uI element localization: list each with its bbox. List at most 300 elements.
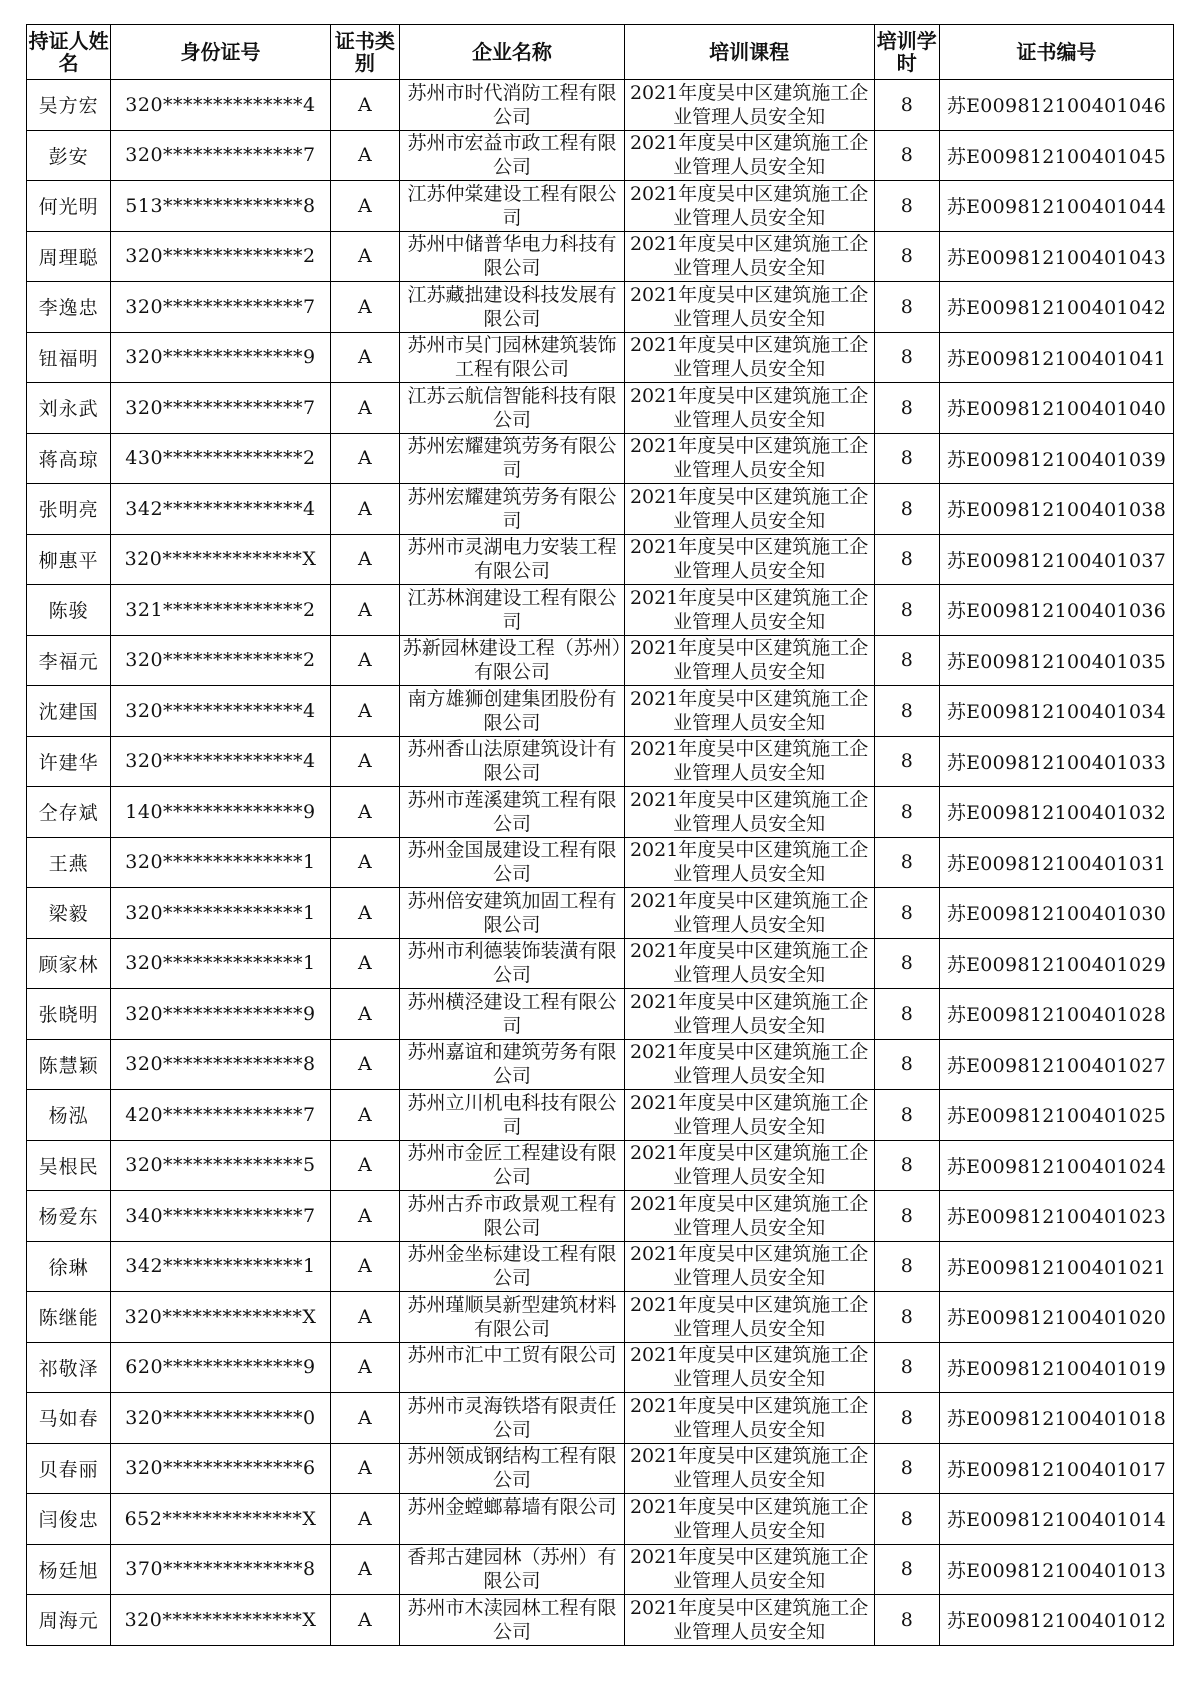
- table-row: [27, 1393, 1174, 1444]
- cell-course-text: 2021年度吴中区建筑施工企业管理人员安全知: [629, 788, 869, 835]
- cell-hours: 8: [874, 433, 939, 484]
- header-name: 持证人姓名: [27, 25, 111, 80]
- cell-company-text: 苏州古乔市政景观工程有限公司: [407, 1192, 617, 1239]
- cell-name: 何光明: [27, 181, 111, 232]
- cell-course-text: 2021年度吴中区建筑施工企业管理人员安全知: [629, 283, 869, 330]
- table-row: [27, 282, 1174, 333]
- cell-cert-no: 苏E009812100401043: [939, 231, 1173, 282]
- cell-cert-type: A: [330, 383, 400, 434]
- cell-cert-no: 苏E009812100401025: [939, 1090, 1173, 1141]
- table-row: [27, 888, 1174, 939]
- cell-name: 彭安: [27, 130, 111, 181]
- cell-course-text: 2021年度吴中区建筑施工企业管理人员安全知: [629, 1293, 869, 1340]
- cell-hours: 8: [874, 1393, 939, 1444]
- cell-hours: 8: [874, 686, 939, 737]
- cell-company-text: 苏州市宏益市政工程有限公司: [407, 132, 617, 179]
- cell-id-number: 320**************7: [111, 383, 330, 434]
- cell-course: [624, 1241, 874, 1292]
- cell-hours: 8: [874, 1342, 939, 1393]
- cell-name: 顾家林: [27, 938, 111, 989]
- cell-company-text: 苏州市木渎园林工程有限公司: [407, 1596, 617, 1643]
- cell-company: [400, 1494, 625, 1545]
- cell-course-text: 2021年度吴中区建筑施工企业管理人员安全知: [629, 485, 869, 532]
- cell-company: [400, 1191, 625, 1242]
- cell-cert-no: 苏E009812100401031: [939, 837, 1173, 888]
- table-body: [27, 80, 1174, 1646]
- cell-id-number: 320**************4: [111, 686, 330, 737]
- cell-company: [400, 534, 625, 585]
- table-row: [27, 736, 1174, 787]
- cell-company: [400, 1090, 625, 1141]
- table-row: [27, 1443, 1174, 1494]
- cell-name: 徐琳: [27, 1241, 111, 1292]
- cell-course: [624, 686, 874, 737]
- cell-id-number: 320**************1: [111, 938, 330, 989]
- cell-id-number: 620**************9: [111, 1342, 330, 1393]
- header-company: 企业名称: [400, 25, 625, 80]
- cell-cert-no: 苏E009812100401013: [939, 1544, 1173, 1595]
- cell-id-number: 513**************8: [111, 181, 330, 232]
- cell-company-text: 苏新园林建设工程（苏州）有限公司: [402, 637, 622, 684]
- cell-course-text: 2021年度吴中区建筑施工企业管理人员安全知: [629, 1596, 869, 1643]
- cell-id-number: 320**************X: [111, 534, 330, 585]
- header-id-number: 身份证号: [111, 25, 330, 80]
- cell-id-number: 342**************4: [111, 484, 330, 535]
- cell-cert-no: 苏E009812100401036: [939, 585, 1173, 636]
- cell-company-text: 江苏林润建设工程有限公司: [407, 586, 617, 633]
- cell-hours: 8: [874, 635, 939, 686]
- cell-cert-type: A: [330, 1090, 400, 1141]
- cell-id-number: 370**************8: [111, 1544, 330, 1595]
- cell-cert-no: 苏E009812100401044: [939, 181, 1173, 232]
- cell-company: [400, 635, 625, 686]
- cell-id-number: 320**************6: [111, 1443, 330, 1494]
- cell-id-number: 320**************X: [111, 1292, 330, 1343]
- cell-company: [400, 181, 625, 232]
- cell-course: [624, 1443, 874, 1494]
- cell-id-number: 320**************8: [111, 1039, 330, 1090]
- cell-cert-no: 苏E009812100401028: [939, 989, 1173, 1040]
- table-row: [27, 1090, 1174, 1141]
- cell-cert-type: A: [330, 1342, 400, 1393]
- cell-course: [624, 383, 874, 434]
- cell-cert-type: A: [330, 181, 400, 232]
- cell-company: [400, 1039, 625, 1090]
- cell-cert-no: 苏E009812100401042: [939, 282, 1173, 333]
- cell-cert-type: A: [330, 534, 400, 585]
- cell-company-text: 苏州立川机电科技有限公司: [407, 1091, 617, 1138]
- cell-course: [624, 787, 874, 838]
- cell-name: 周海元: [27, 1595, 111, 1646]
- header-cert-no: 证书编号: [939, 25, 1173, 80]
- cell-name: 陈慧颖: [27, 1039, 111, 1090]
- cell-company: [400, 1342, 625, 1393]
- cell-hours: 8: [874, 585, 939, 636]
- cell-cert-type: A: [330, 1393, 400, 1444]
- cell-cert-type: A: [330, 1443, 400, 1494]
- cell-id-number: 140**************9: [111, 787, 330, 838]
- cell-cert-no: 苏E009812100401014: [939, 1494, 1173, 1545]
- cell-cert-no: 苏E009812100401018: [939, 1393, 1173, 1444]
- table-row: [27, 1342, 1174, 1393]
- cell-hours: 8: [874, 332, 939, 383]
- cell-company: [400, 332, 625, 383]
- cell-cert-no: 苏E009812100401012: [939, 1595, 1173, 1646]
- cell-company: [400, 787, 625, 838]
- cell-cert-no: 苏E009812100401041: [939, 332, 1173, 383]
- cell-company-text: 苏州市金匠工程建设有限公司: [407, 1142, 617, 1189]
- cell-company-text: 苏州市利德装饰装潢有限公司: [407, 940, 617, 987]
- cell-cert-no: 苏E009812100401029: [939, 938, 1173, 989]
- table-row: [27, 1595, 1174, 1646]
- cell-hours: 8: [874, 181, 939, 232]
- cell-name: 吴根民: [27, 1140, 111, 1191]
- cell-course: [624, 635, 874, 686]
- cell-hours: 8: [874, 1241, 939, 1292]
- cell-cert-no: 苏E009812100401045: [939, 130, 1173, 181]
- cell-cert-no: 苏E009812100401020: [939, 1292, 1173, 1343]
- cell-company-text: 苏州金螳螂幕墙有限公司: [407, 1495, 617, 1518]
- cell-company: [400, 1595, 625, 1646]
- cell-cert-type: A: [330, 989, 400, 1040]
- cell-cert-type: A: [330, 1039, 400, 1090]
- cell-course-text: 2021年度吴中区建筑施工企业管理人员安全知: [629, 1192, 869, 1239]
- cell-name: 沈建国: [27, 686, 111, 737]
- cell-company-text: 江苏藏拙建设科技发展有限公司: [407, 283, 617, 330]
- cell-course-text: 2021年度吴中区建筑施工企业管理人员安全知: [629, 687, 869, 734]
- cell-company: [400, 686, 625, 737]
- cell-name: 杨廷旭: [27, 1544, 111, 1595]
- cell-course-text: 2021年度吴中区建筑施工企业管理人员安全知: [629, 839, 869, 886]
- cell-company-text: 苏州宏耀建筑劳务有限公司: [407, 485, 617, 532]
- cell-cert-type: A: [330, 80, 400, 131]
- cell-cert-no: 苏E009812100401038: [939, 484, 1173, 535]
- cell-company: [400, 1443, 625, 1494]
- table-row: [27, 231, 1174, 282]
- cell-cert-type: A: [330, 130, 400, 181]
- header-cert-type: 证书类别: [330, 25, 400, 80]
- cell-course-text: 2021年度吴中区建筑施工企业管理人员安全知: [629, 637, 869, 684]
- cell-cert-no: 苏E009812100401035: [939, 635, 1173, 686]
- cell-company-text: 苏州香山法原建筑设计有限公司: [407, 738, 617, 785]
- cell-cert-no: 苏E009812100401027: [939, 1039, 1173, 1090]
- cell-name: 张晓明: [27, 989, 111, 1040]
- cell-cert-type: A: [330, 686, 400, 737]
- cell-course-text: 2021年度吴中区建筑施工企业管理人员安全知: [629, 81, 869, 128]
- cell-id-number: 340**************7: [111, 1191, 330, 1242]
- cell-hours: 8: [874, 888, 939, 939]
- cell-cert-type: A: [330, 787, 400, 838]
- cell-hours: 8: [874, 80, 939, 131]
- cell-name: 柳惠平: [27, 534, 111, 585]
- cell-company: [400, 231, 625, 282]
- cell-company: [400, 585, 625, 636]
- cell-name: 祁敬泽: [27, 1342, 111, 1393]
- cell-course: [624, 332, 874, 383]
- cell-id-number: 320**************7: [111, 130, 330, 181]
- cell-company-text: 苏州市吴门园林建筑装饰工程有限公司: [407, 334, 617, 381]
- cell-company: [400, 1292, 625, 1343]
- cell-cert-type: A: [330, 1191, 400, 1242]
- cell-cert-no: 苏E009812100401030: [939, 888, 1173, 939]
- cell-name: 蒋高琼: [27, 433, 111, 484]
- cell-id-number: 320**************9: [111, 332, 330, 383]
- cell-hours: 8: [874, 787, 939, 838]
- cell-course: [624, 1544, 874, 1595]
- cell-course-text: 2021年度吴中区建筑施工企业管理人员安全知: [629, 1243, 869, 1290]
- cell-company: [400, 433, 625, 484]
- cell-name: 吴方宏: [27, 80, 111, 131]
- cell-cert-no: 苏E009812100401037: [939, 534, 1173, 585]
- cell-course: [624, 231, 874, 282]
- cell-cert-type: A: [330, 1595, 400, 1646]
- cell-company: [400, 282, 625, 333]
- cell-cert-type: A: [330, 1494, 400, 1545]
- cell-hours: 8: [874, 1140, 939, 1191]
- cell-id-number: 320**************5: [111, 1140, 330, 1191]
- cell-hours: 8: [874, 736, 939, 787]
- cell-cert-type: A: [330, 484, 400, 535]
- table-row: [27, 181, 1174, 232]
- cell-cert-type: A: [330, 282, 400, 333]
- cell-company-text: 苏州瑾顺昊新型建筑材料有限公司: [407, 1293, 617, 1340]
- cell-cert-no: 苏E009812100401032: [939, 787, 1173, 838]
- cell-course-text: 2021年度吴中区建筑施工企业管理人员安全知: [629, 738, 869, 785]
- table-row: [27, 1292, 1174, 1343]
- cell-cert-type: A: [330, 1241, 400, 1292]
- cell-course-text: 2021年度吴中区建筑施工企业管理人员安全知: [629, 990, 869, 1037]
- cell-company-text: 苏州宏耀建筑劳务有限公司: [407, 435, 617, 482]
- header-course: 培训课程: [624, 25, 874, 80]
- cell-company-text: 苏州市莲溪建筑工程有限公司: [407, 788, 617, 835]
- cell-id-number: 320**************4: [111, 80, 330, 131]
- cell-id-number: 321**************2: [111, 585, 330, 636]
- cell-cert-type: A: [330, 332, 400, 383]
- cell-name: 刘永武: [27, 383, 111, 434]
- cell-company: [400, 1544, 625, 1595]
- table-row: [27, 484, 1174, 535]
- cell-course: [624, 80, 874, 131]
- cell-company-text: 苏州倍安建筑加固工程有限公司: [407, 889, 617, 936]
- cell-course-text: 2021年度吴中区建筑施工企业管理人员安全知: [629, 132, 869, 179]
- cell-course: [624, 837, 874, 888]
- cell-hours: 8: [874, 1039, 939, 1090]
- cell-name: 梁毅: [27, 888, 111, 939]
- cell-cert-type: A: [330, 1140, 400, 1191]
- cell-cert-no: 苏E009812100401034: [939, 686, 1173, 737]
- cell-company-text: 苏州领成钢结构工程有限公司: [407, 1445, 617, 1492]
- cell-company-text: 南方雄狮创建集团股份有限公司: [407, 687, 617, 734]
- cell-id-number: 320**************1: [111, 837, 330, 888]
- table-row: [27, 383, 1174, 434]
- cell-course: [624, 181, 874, 232]
- cell-id-number: 320**************X: [111, 1595, 330, 1646]
- cell-name: 马如春: [27, 1393, 111, 1444]
- cell-cert-no: 苏E009812100401021: [939, 1241, 1173, 1292]
- cell-cert-no: 苏E009812100401023: [939, 1191, 1173, 1242]
- cell-id-number: 420**************7: [111, 1090, 330, 1141]
- cell-company-text: 江苏云航信智能科技有限公司: [407, 384, 617, 431]
- cell-name: 许建华: [27, 736, 111, 787]
- cell-name: 杨泓: [27, 1090, 111, 1141]
- cell-course: [624, 938, 874, 989]
- cell-name: 陈继能: [27, 1292, 111, 1343]
- cell-hours: 8: [874, 130, 939, 181]
- cell-course-text: 2021年度吴中区建筑施工企业管理人员安全知: [629, 1091, 869, 1138]
- cell-cert-no: 苏E009812100401046: [939, 80, 1173, 131]
- cell-company: [400, 938, 625, 989]
- cell-name: 贝春丽: [27, 1443, 111, 1494]
- cell-hours: 8: [874, 1443, 939, 1494]
- cell-course: [624, 484, 874, 535]
- cell-course: [624, 433, 874, 484]
- cell-course: [624, 736, 874, 787]
- cell-company: [400, 1241, 625, 1292]
- cell-company-text: 江苏仲棠建设工程有限公司: [407, 182, 617, 229]
- cell-name: 周理聪: [27, 231, 111, 282]
- cell-hours: 8: [874, 1090, 939, 1141]
- cell-company-text: 苏州中储普华电力科技有限公司: [407, 233, 617, 280]
- table-row: [27, 686, 1174, 737]
- cell-name: 张明亮: [27, 484, 111, 535]
- cell-hours: 8: [874, 534, 939, 585]
- cell-course-text: 2021年度吴中区建筑施工企业管理人员安全知: [629, 384, 869, 431]
- cell-company-text: 苏州嘉谊和建筑劳务有限公司: [407, 1041, 617, 1088]
- cell-course-text: 2021年度吴中区建筑施工企业管理人员安全知: [629, 536, 869, 583]
- cell-cert-type: A: [330, 938, 400, 989]
- table-row: [27, 332, 1174, 383]
- table-row: [27, 1140, 1174, 1191]
- cell-cert-no: 苏E009812100401039: [939, 433, 1173, 484]
- cell-id-number: 320**************0: [111, 1393, 330, 1444]
- cell-course-text: 2021年度吴中区建筑施工企业管理人员安全知: [629, 334, 869, 381]
- cell-course-text: 2021年度吴中区建筑施工企业管理人员安全知: [629, 1142, 869, 1189]
- cell-course: [624, 1595, 874, 1646]
- cell-name: 李福元: [27, 635, 111, 686]
- cell-company: [400, 1393, 625, 1444]
- cell-course: [624, 585, 874, 636]
- table-row: [27, 1191, 1174, 1242]
- cell-cert-no: 苏E009812100401019: [939, 1342, 1173, 1393]
- cell-name: 杨爱东: [27, 1191, 111, 1242]
- cell-company: [400, 888, 625, 939]
- cell-cert-type: A: [330, 888, 400, 939]
- cell-id-number: 320**************2: [111, 635, 330, 686]
- cell-course: [624, 1140, 874, 1191]
- cell-course: [624, 1494, 874, 1545]
- cell-company: [400, 837, 625, 888]
- cell-course-text: 2021年度吴中区建筑施工企业管理人员安全知: [629, 586, 869, 633]
- cell-cert-type: A: [330, 1544, 400, 1595]
- cell-cert-no: 苏E009812100401040: [939, 383, 1173, 434]
- cell-course-text: 2021年度吴中区建筑施工企业管理人员安全知: [629, 1445, 869, 1492]
- certificate-table: [26, 24, 1174, 1646]
- cell-hours: 8: [874, 1595, 939, 1646]
- cell-cert-no: 苏E009812100401024: [939, 1140, 1173, 1191]
- table-row: [27, 837, 1174, 888]
- cell-hours: 8: [874, 1292, 939, 1343]
- cell-hours: 8: [874, 1191, 939, 1242]
- cell-course-text: 2021年度吴中区建筑施工企业管理人员安全知: [629, 940, 869, 987]
- cell-name: 仝存斌: [27, 787, 111, 838]
- cell-course: [624, 534, 874, 585]
- table-row: [27, 585, 1174, 636]
- table-row: [27, 1039, 1174, 1090]
- cell-company-text: 苏州市时代消防工程有限公司: [407, 81, 617, 128]
- cell-id-number: 342**************1: [111, 1241, 330, 1292]
- cell-course: [624, 1393, 874, 1444]
- cell-course: [624, 1292, 874, 1343]
- cell-course: [624, 989, 874, 1040]
- cell-course: [624, 1039, 874, 1090]
- cell-id-number: 320**************2: [111, 231, 330, 282]
- cell-company: [400, 989, 625, 1040]
- cell-cert-no: 苏E009812100401017: [939, 1443, 1173, 1494]
- cell-company-text: 苏州金国晟建设工程有限公司: [407, 839, 617, 886]
- cell-id-number: 430**************2: [111, 433, 330, 484]
- cell-course-text: 2021年度吴中区建筑施工企业管理人员安全知: [629, 889, 869, 936]
- cell-company: [400, 80, 625, 131]
- cell-id-number: 320**************4: [111, 736, 330, 787]
- cell-cert-type: A: [330, 635, 400, 686]
- table-row: [27, 130, 1174, 181]
- cell-company: [400, 130, 625, 181]
- cell-company-text: 苏州市灵海铁塔有限责任公司: [407, 1394, 617, 1441]
- cell-cert-type: A: [330, 433, 400, 484]
- cell-company-text: 苏州金坐标建设工程有限公司: [407, 1243, 617, 1290]
- header-hours: 培训学时: [874, 25, 939, 80]
- table-row: [27, 989, 1174, 1040]
- cell-company-text: 苏州横泾建设工程有限公司: [407, 990, 617, 1037]
- cell-name: 李逸忠: [27, 282, 111, 333]
- cell-course-text: 2021年度吴中区建筑施工企业管理人员安全知: [629, 1041, 869, 1088]
- cell-course: [624, 130, 874, 181]
- cell-company: [400, 1140, 625, 1191]
- table-row: [27, 534, 1174, 585]
- cell-name: 钮福明: [27, 332, 111, 383]
- cell-company-text: 香邦古建园林（苏州）有限公司: [407, 1546, 617, 1593]
- cell-hours: 8: [874, 282, 939, 333]
- cell-hours: 8: [874, 938, 939, 989]
- cell-id-number: 652**************X: [111, 1494, 330, 1545]
- cell-course-text: 2021年度吴中区建筑施工企业管理人员安全知: [629, 1546, 869, 1593]
- cell-cert-no: 苏E009812100401033: [939, 736, 1173, 787]
- header-row: [27, 25, 1174, 80]
- cell-course-text: 2021年度吴中区建筑施工企业管理人员安全知: [629, 1394, 869, 1441]
- table-row: [27, 1241, 1174, 1292]
- cell-company: [400, 736, 625, 787]
- cell-name: 王燕: [27, 837, 111, 888]
- cell-company-text: 苏州市灵湖电力安装工程有限公司: [407, 536, 617, 583]
- cell-hours: 8: [874, 383, 939, 434]
- table-row: [27, 635, 1174, 686]
- cell-cert-type: A: [330, 231, 400, 282]
- cell-hours: 8: [874, 1544, 939, 1595]
- cell-course: [624, 1191, 874, 1242]
- cell-id-number: 320**************7: [111, 282, 330, 333]
- cell-company: [400, 484, 625, 535]
- cell-course-text: 2021年度吴中区建筑施工企业管理人员安全知: [629, 435, 869, 482]
- cell-cert-type: A: [330, 736, 400, 787]
- cell-company: [400, 383, 625, 434]
- cell-course-text: 2021年度吴中区建筑施工企业管理人员安全知: [629, 1344, 869, 1391]
- cell-hours: 8: [874, 231, 939, 282]
- cell-course: [624, 888, 874, 939]
- cell-id-number: 320**************9: [111, 989, 330, 1040]
- cell-course-text: 2021年度吴中区建筑施工企业管理人员安全知: [629, 233, 869, 280]
- cell-hours: 8: [874, 1494, 939, 1545]
- table-row: [27, 433, 1174, 484]
